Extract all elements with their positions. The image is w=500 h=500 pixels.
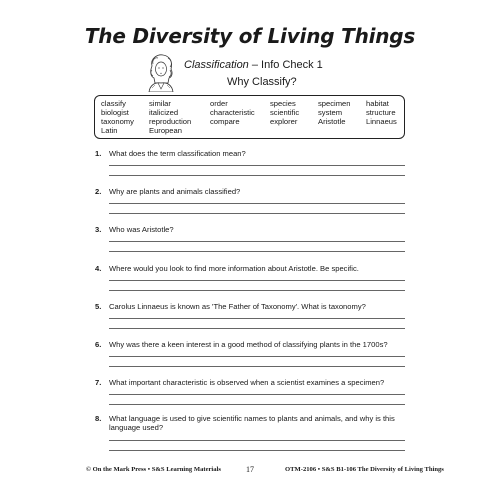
footer-product-code: OTM-2106 • S&S B1-106 The Diversity of Living Things bbox=[285, 466, 444, 473]
vocab-word: system bbox=[318, 108, 343, 117]
answer-line bbox=[109, 203, 405, 204]
vocab-word: order bbox=[210, 99, 228, 108]
answer-line bbox=[109, 251, 405, 252]
answer-line bbox=[109, 175, 405, 176]
vocab-word: taxonomy bbox=[101, 117, 134, 126]
vocab-word: specimen bbox=[318, 99, 351, 108]
page-number: 17 bbox=[246, 465, 254, 474]
vocab-word: characteristic bbox=[210, 108, 255, 117]
vocab-word: italicized bbox=[149, 108, 179, 117]
question-text: What language is used to give scientific names to plants and animals, and why is this language used? bbox=[109, 414, 395, 432]
answer-line bbox=[109, 404, 405, 405]
answer-line bbox=[109, 394, 405, 395]
vocab-word: European bbox=[149, 126, 182, 135]
question-number: 8. bbox=[95, 414, 102, 423]
vocab-word: Latin bbox=[101, 126, 118, 135]
worksheet-heading: Why Classify? bbox=[227, 76, 297, 88]
page-title: The Diversity of Living Things bbox=[84, 24, 416, 48]
answer-line bbox=[109, 165, 405, 166]
question-number: 4. bbox=[95, 264, 102, 273]
vocab-word: compare bbox=[210, 117, 240, 126]
question-number: 6. bbox=[95, 340, 102, 349]
vocab-word: species bbox=[270, 99, 296, 108]
footer-publisher: © On the Mark Press • S&S Learning Materials bbox=[86, 466, 221, 473]
question-text: Carolus Linnaeus is known as 'The Father of Taxonomy'. What is taxonomy? bbox=[109, 302, 366, 311]
answer-line bbox=[109, 290, 405, 291]
question-text: Where would you look to find more information about Aristotle. Be specific. bbox=[109, 264, 359, 273]
answer-line bbox=[109, 318, 405, 319]
linnaeus-portrait-icon bbox=[146, 52, 176, 92]
question-text: What important characteristic is observed when a scientist examines a specimen? bbox=[109, 378, 385, 387]
question-number: 3. bbox=[95, 225, 102, 234]
vocab-word: structure bbox=[366, 108, 396, 117]
vocab-word: explorer bbox=[270, 117, 298, 126]
answer-line bbox=[109, 440, 405, 441]
worksheet-subtitle bbox=[184, 59, 323, 71]
question-number: 5. bbox=[95, 302, 102, 311]
question-number: 1. bbox=[95, 149, 102, 158]
subtitle-italic: Classification bbox=[184, 59, 249, 71]
vocabulary-box bbox=[94, 95, 405, 139]
subtitle-rest: – Info Check 1 bbox=[248, 59, 323, 71]
question-number: 7. bbox=[95, 378, 102, 387]
answer-line bbox=[109, 356, 405, 357]
vocab-word: biologist bbox=[101, 108, 129, 117]
question-number: 2. bbox=[95, 187, 102, 196]
vocab-word: Linnaeus bbox=[366, 117, 397, 126]
question-text: What does the term classification mean? bbox=[109, 149, 246, 158]
question-text: Why was there a keen interest in a good method of classifying plants in the 1700s? bbox=[109, 340, 388, 349]
answer-line bbox=[109, 450, 405, 451]
answer-line bbox=[109, 328, 405, 329]
vocab-word: habitat bbox=[366, 99, 389, 108]
answer-line bbox=[109, 213, 405, 214]
question-text: Who was Aristotle? bbox=[109, 225, 174, 234]
answer-line bbox=[109, 241, 405, 242]
vocab-word: scientific bbox=[270, 108, 300, 117]
question-text: Why are plants and animals classified? bbox=[109, 187, 241, 196]
answer-line bbox=[109, 280, 405, 281]
vocab-word: Aristotle bbox=[318, 117, 346, 126]
vocab-word: similar bbox=[149, 99, 171, 108]
answer-line bbox=[109, 366, 405, 367]
vocab-word: reproduction bbox=[149, 117, 192, 126]
vocab-word: classify bbox=[101, 99, 126, 108]
